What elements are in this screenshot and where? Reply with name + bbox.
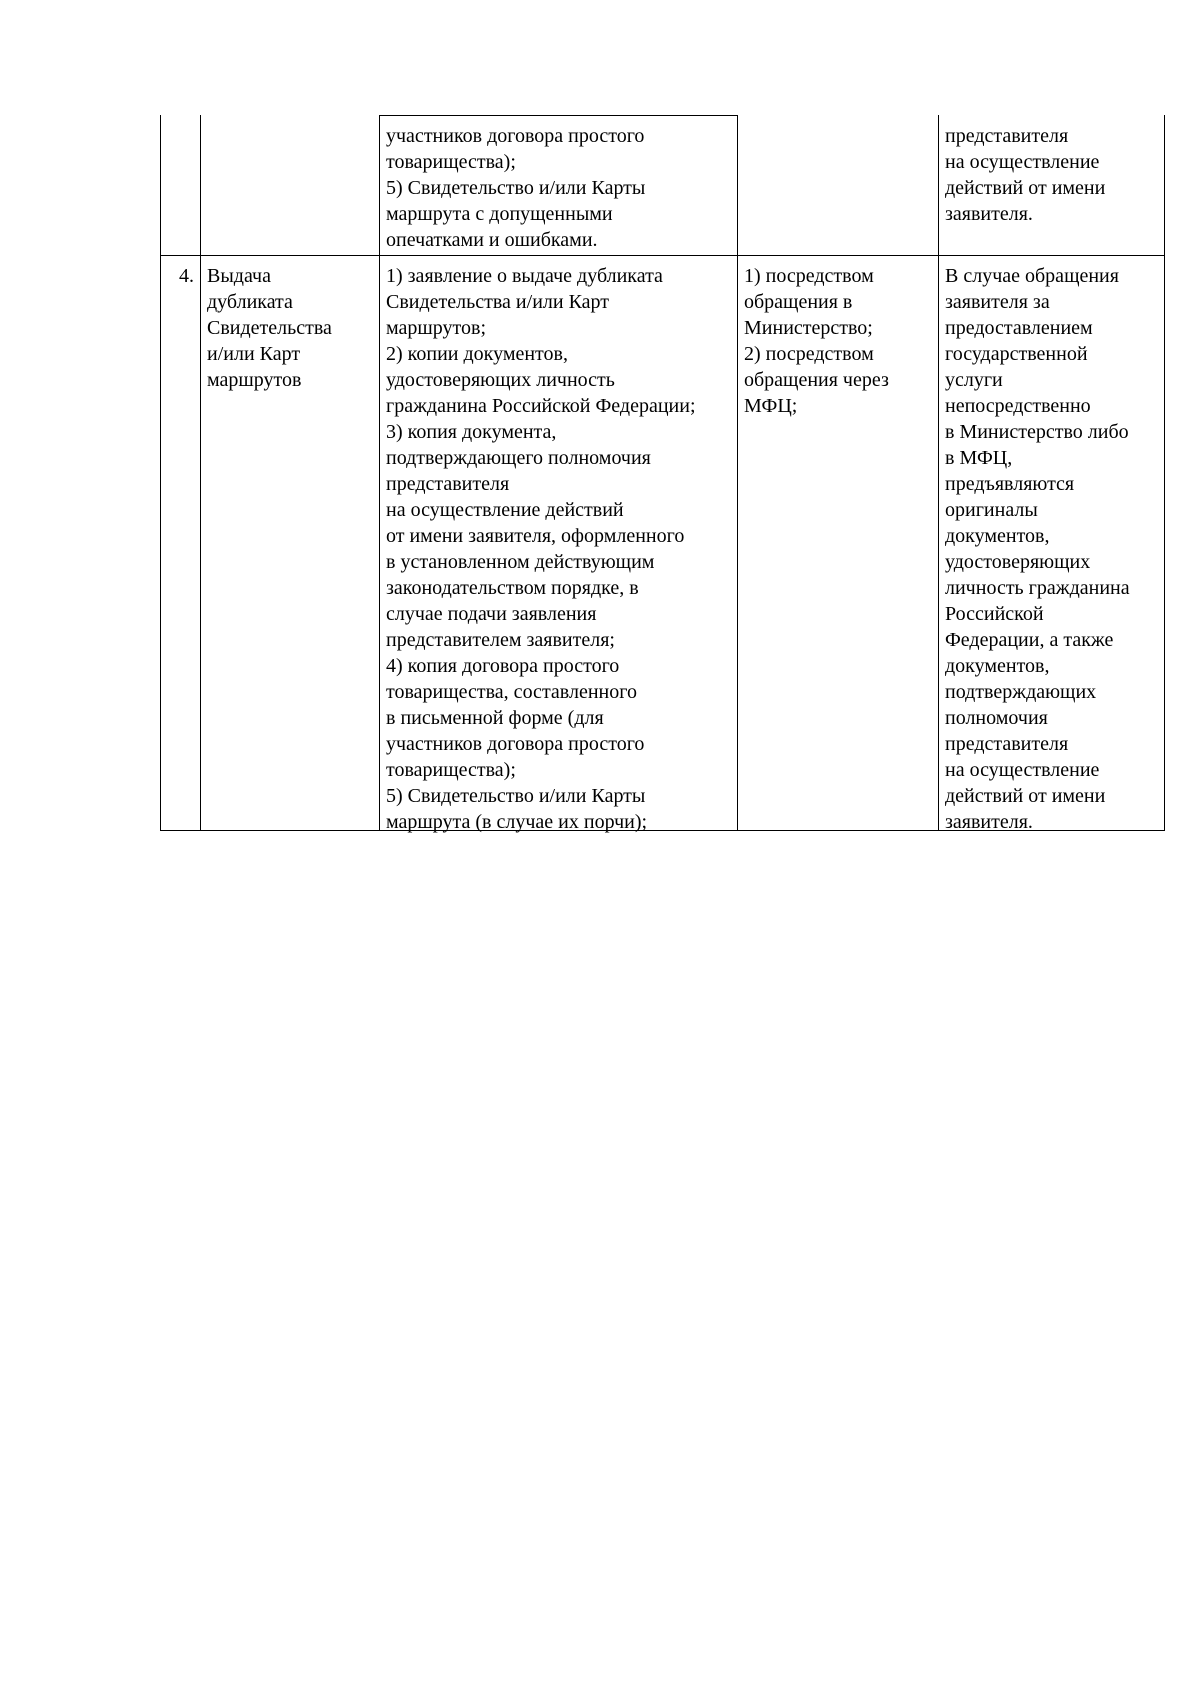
document-line: 2) копии документов,	[386, 343, 568, 365]
note-line: оригиналы	[945, 499, 1038, 521]
document-line: участников договора простого	[386, 125, 645, 147]
method-line: обращения через	[744, 369, 889, 391]
document-line: товарищества, составленного	[386, 681, 637, 703]
service-name-line: дубликата	[207, 291, 293, 313]
document-line: в письменной форме (для	[386, 707, 604, 729]
document-line: 3) копия документа,	[386, 421, 557, 443]
document-line: представителем заявителя;	[386, 629, 615, 651]
service-name-line: Свидетельства	[207, 317, 332, 339]
service-name-cell	[201, 263, 379, 393]
document-line: законодательством порядке, в	[386, 577, 639, 599]
method-line: МФЦ;	[744, 395, 798, 417]
note-line: в МФЦ,	[945, 447, 1013, 469]
note-line: на осуществление	[945, 759, 1100, 781]
service-name-line: маршрутов	[207, 369, 302, 391]
note-line: действий от имени	[945, 785, 1106, 807]
document-line: 1) заявление о выдаче дубликата	[386, 265, 663, 287]
row-number-text: 4.	[179, 265, 194, 287]
method-line: обращения в	[744, 291, 853, 313]
service-name-line: Выдача	[207, 265, 271, 287]
service-name-line: и/или Карт	[207, 343, 301, 365]
table-border-right	[1164, 115, 1165, 831]
document-line: гражданина Российской Федерации;	[386, 395, 696, 417]
note-line: предъявляются	[945, 473, 1075, 495]
note-line: в Министерство либо	[945, 421, 1129, 443]
row-divider	[160, 255, 1165, 256]
note-line: заявителя.	[945, 811, 1033, 833]
document-line: 5) Свидетельство и/или Карты	[386, 785, 646, 807]
document-line: маршрута с допущенными	[386, 203, 613, 225]
document-line: случае подачи заявления	[386, 603, 597, 625]
note-line: на осуществление	[945, 151, 1100, 173]
document-line: удостоверяющих личность	[386, 369, 615, 391]
continued-row-documents-cell	[380, 123, 737, 253]
note-line: действий от имени	[945, 177, 1106, 199]
document-line: на осуществление действий	[386, 499, 624, 521]
document-line: маршрутов;	[386, 317, 487, 339]
method-line: 2) посредством	[744, 343, 874, 365]
table-border-left	[160, 115, 161, 831]
document-line: от имени заявителя, оформленного	[386, 525, 685, 547]
document-line: представителя	[386, 473, 510, 495]
row-number	[161, 263, 200, 289]
note-line: документов,	[945, 525, 1050, 547]
note-line: полномочия	[945, 707, 1048, 729]
documents-cell-top-border	[379, 115, 738, 116]
note-line: предоставлением	[945, 317, 1093, 339]
note-line: документов,	[945, 655, 1050, 677]
continued-row-notes-cell	[939, 123, 1164, 227]
documents-cell	[380, 263, 737, 835]
note-line: удостоверяющих	[945, 551, 1091, 573]
document-line: товарищества);	[386, 151, 516, 173]
note-line: представителя	[945, 733, 1069, 755]
notes-cell	[939, 263, 1164, 835]
column-divider-1	[200, 115, 201, 831]
document-line: Свидетельства и/или Карт	[386, 291, 610, 313]
note-line: заявителя за	[945, 291, 1050, 313]
note-line: непосредственно	[945, 395, 1091, 417]
note-line: услуги	[945, 369, 1003, 391]
document-line: участников договора простого	[386, 733, 645, 755]
method-cell	[738, 263, 938, 419]
document-line: товарищества);	[386, 759, 516, 781]
method-line: Министерство;	[744, 317, 873, 339]
column-divider-3	[737, 115, 738, 831]
note-line: представителя	[945, 125, 1069, 147]
document-line: опечатками и ошибками.	[386, 229, 598, 251]
note-line: В случае обращения	[945, 265, 1119, 287]
note-line: государственной	[945, 343, 1088, 365]
note-line: подтверждающих	[945, 681, 1097, 703]
document-line: в установленном действующим	[386, 551, 655, 573]
document-line: 4) копия договора простого	[386, 655, 620, 677]
note-line: Российской	[945, 603, 1044, 625]
note-line: Федерации, а также	[945, 629, 1114, 651]
note-line: заявителя.	[945, 203, 1033, 225]
method-line: 1) посредством	[744, 265, 874, 287]
document-line: маршрута (в случае их порчи);	[386, 811, 648, 833]
document-line: подтверждающего полномочия	[386, 447, 651, 469]
note-line: личность гражданина	[945, 577, 1130, 599]
document-line: 5) Свидетельство и/или Карты	[386, 177, 646, 199]
